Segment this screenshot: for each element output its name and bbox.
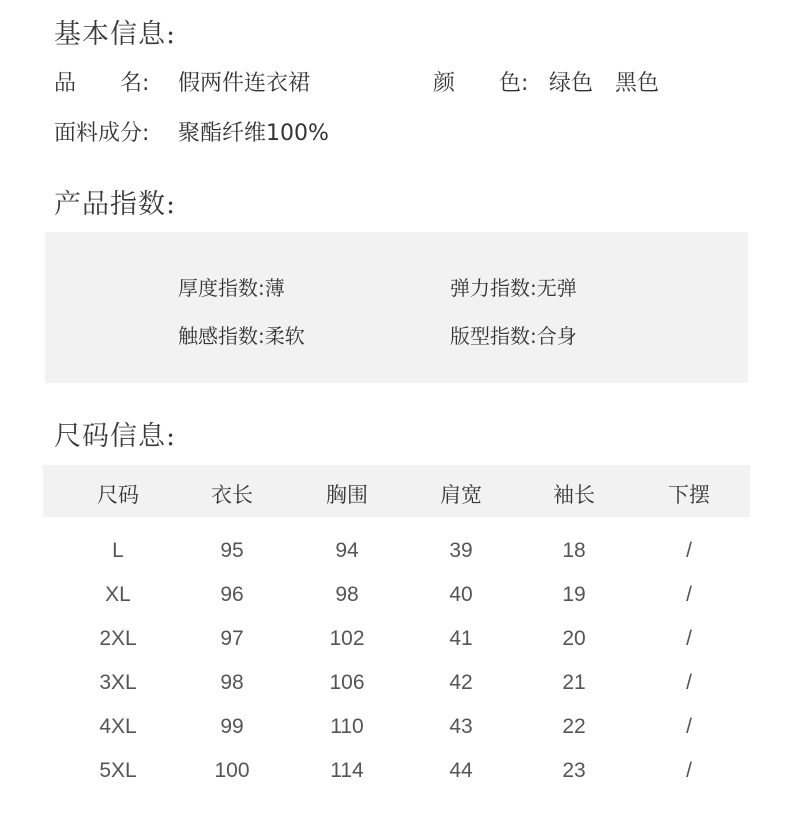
thickness-index bbox=[178, 272, 285, 301]
elasticity-index-value: 无弹 bbox=[536, 276, 577, 300]
table-row bbox=[0, 583, 790, 613]
cell-length: 99 bbox=[220, 715, 244, 738]
basic-info-title: 基本信息: bbox=[54, 19, 177, 50]
cell-size: 2XL bbox=[99, 627, 137, 650]
fabric-label: 面料成分: bbox=[54, 121, 150, 146]
thickness-index-value: 薄 bbox=[264, 276, 285, 300]
product-index-panel bbox=[45, 232, 748, 383]
product-name-value: 假两件连衣裙 bbox=[178, 71, 311, 96]
fabric-value: 聚酯纤维100% bbox=[178, 121, 329, 146]
cell-hem: / bbox=[686, 759, 692, 782]
cell-length: 97 bbox=[220, 627, 244, 650]
cell-length: 100 bbox=[214, 759, 250, 782]
table-row bbox=[0, 715, 790, 745]
cell-size: L bbox=[112, 539, 124, 562]
fit-index-label: 版型指数: bbox=[450, 324, 537, 348]
cell-hem: / bbox=[686, 627, 692, 650]
cell-hem: / bbox=[686, 671, 692, 694]
product-name-label: 品 名: bbox=[54, 71, 150, 96]
cell-shoulder: 44 bbox=[449, 759, 473, 782]
cell-sleeve: 20 bbox=[562, 627, 586, 650]
color-label: 颜 色: bbox=[433, 71, 529, 96]
cell-sleeve: 22 bbox=[562, 715, 586, 738]
cell-bust: 94 bbox=[335, 539, 359, 562]
header-sleeve: 袖长 bbox=[553, 483, 595, 507]
cell-sleeve: 23 bbox=[562, 759, 586, 782]
cell-hem: / bbox=[686, 539, 692, 562]
cell-length: 96 bbox=[220, 583, 244, 606]
cell-sleeve: 21 bbox=[562, 671, 586, 694]
header-hem: 下摆 bbox=[668, 483, 710, 507]
cell-shoulder: 41 bbox=[449, 627, 473, 650]
cell-size: 5XL bbox=[99, 759, 137, 782]
cell-shoulder: 42 bbox=[449, 671, 473, 694]
cell-shoulder: 39 bbox=[449, 539, 473, 562]
cell-hem: / bbox=[686, 715, 692, 738]
header-shoulder: 肩宽 bbox=[440, 483, 482, 507]
product-index-title: 产品指数: bbox=[54, 189, 177, 220]
touch-index-label: 触感指数: bbox=[178, 324, 265, 348]
cell-sleeve: 18 bbox=[562, 539, 586, 562]
cell-bust: 106 bbox=[329, 671, 365, 694]
cell-size: 3XL bbox=[99, 671, 137, 694]
table-row bbox=[0, 759, 790, 789]
cell-bust: 102 bbox=[329, 627, 365, 650]
cell-bust: 110 bbox=[330, 715, 364, 738]
elasticity-index bbox=[450, 272, 577, 301]
table-row bbox=[0, 671, 790, 701]
thickness-index-label: 厚度指数: bbox=[178, 276, 265, 300]
cell-length: 95 bbox=[220, 539, 244, 562]
header-size: 尺码 bbox=[97, 483, 139, 507]
size-info-title: 尺码信息: bbox=[54, 421, 177, 452]
header-length: 衣长 bbox=[211, 483, 253, 507]
cell-size: XL bbox=[105, 583, 131, 606]
cell-bust: 114 bbox=[330, 759, 364, 782]
cell-shoulder: 43 bbox=[449, 715, 473, 738]
fit-index bbox=[450, 320, 577, 349]
elasticity-index-label: 弹力指数: bbox=[450, 276, 537, 300]
cell-length: 98 bbox=[220, 671, 244, 694]
cell-bust: 98 bbox=[335, 583, 359, 606]
cell-hem: / bbox=[686, 583, 692, 606]
table-row bbox=[0, 627, 790, 657]
cell-sleeve: 19 bbox=[562, 583, 586, 606]
color-value: 绿色 黑色 bbox=[549, 71, 660, 96]
size-table-header bbox=[43, 465, 750, 517]
cell-shoulder: 40 bbox=[449, 583, 473, 606]
cell-size: 4XL bbox=[99, 715, 137, 738]
touch-index bbox=[178, 320, 305, 349]
touch-index-value: 柔软 bbox=[264, 324, 305, 348]
header-bust: 胸围 bbox=[326, 483, 368, 507]
table-row bbox=[0, 539, 790, 569]
fit-index-value: 合身 bbox=[536, 324, 577, 348]
